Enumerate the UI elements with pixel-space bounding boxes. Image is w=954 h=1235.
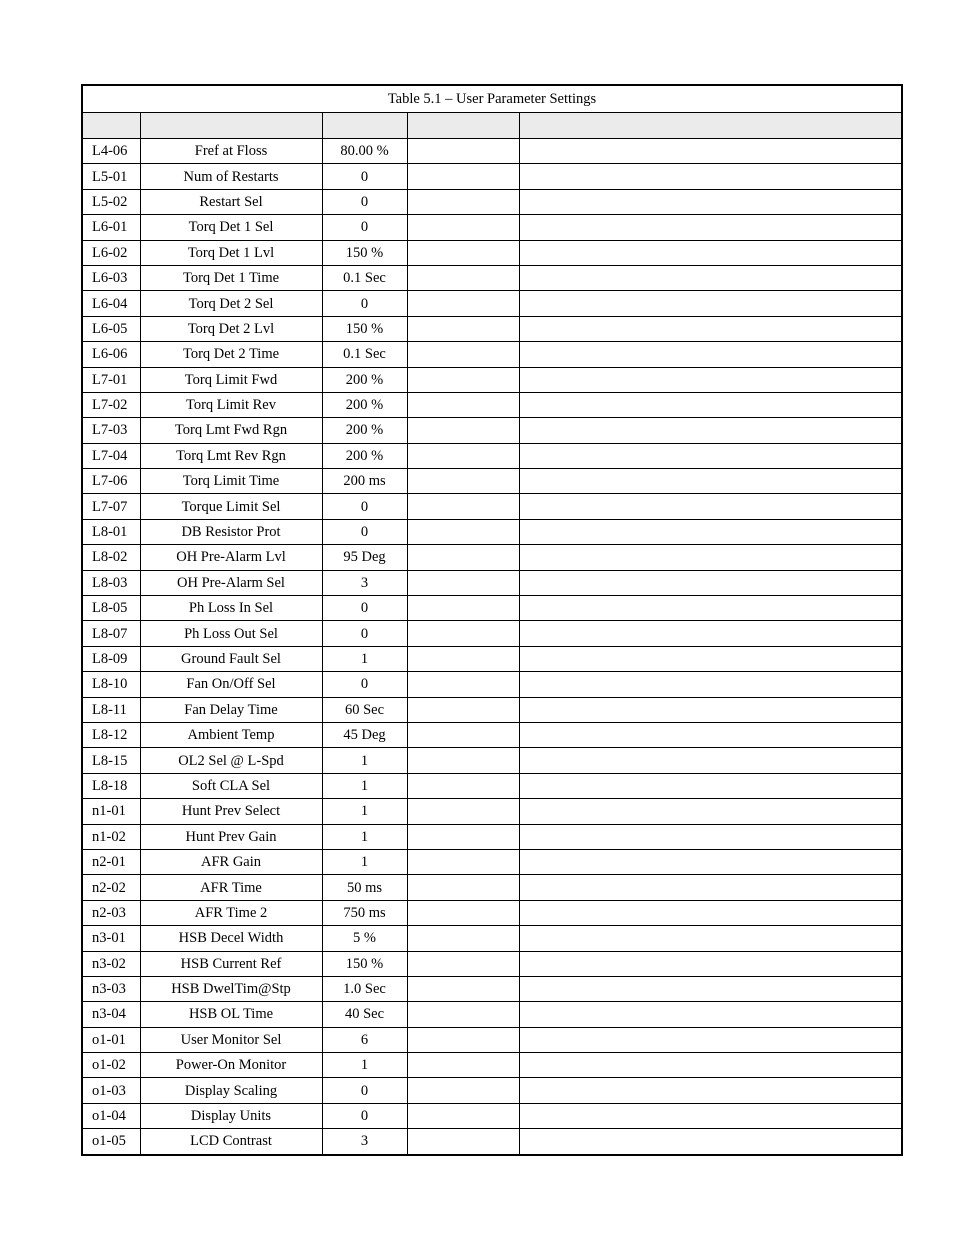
parameter-name-cell: AFR Gain xyxy=(140,849,322,874)
notes-cell xyxy=(519,976,902,1001)
parameter-name-cell: OH Pre-Alarm Lvl xyxy=(140,545,322,570)
notes-cell xyxy=(519,418,902,443)
notes-cell xyxy=(519,849,902,874)
table-row xyxy=(82,570,902,595)
parameter-number-cell: L8-09 xyxy=(82,646,140,671)
parameter-number-cell: o1-05 xyxy=(82,1129,140,1155)
user-setting-cell xyxy=(407,545,519,570)
parameter-name-cell: Torq Lmt Rev Rgn xyxy=(140,443,322,468)
notes-cell xyxy=(519,494,902,519)
default-value-cell: 200 % xyxy=(322,392,407,417)
user-setting-cell xyxy=(407,265,519,290)
default-value-cell: 1.0 Sec xyxy=(322,976,407,1001)
parameter-name-cell: HSB OL Time xyxy=(140,1002,322,1027)
parameter-name-cell: Torq Det 1 Time xyxy=(140,265,322,290)
user-setting-cell xyxy=(407,240,519,265)
parameter-name-cell: Torq Limit Time xyxy=(140,469,322,494)
parameter-number-cell: L6-02 xyxy=(82,240,140,265)
user-setting-cell xyxy=(407,519,519,544)
default-value-cell: 0 xyxy=(322,1078,407,1103)
user-setting-cell xyxy=(407,1027,519,1052)
parameter-number-cell: o1-01 xyxy=(82,1027,140,1052)
notes-cell xyxy=(519,342,902,367)
parameter-name-cell: AFR Time xyxy=(140,875,322,900)
default-value-cell: 1 xyxy=(322,799,407,824)
parameter-name-cell: Fan Delay Time xyxy=(140,697,322,722)
table-row xyxy=(82,240,902,265)
user-setting-cell xyxy=(407,316,519,341)
notes-cell xyxy=(519,1053,902,1078)
notes-cell xyxy=(519,164,902,189)
table-row xyxy=(82,392,902,417)
parameter-number-cell: L7-01 xyxy=(82,367,140,392)
user-setting-cell xyxy=(407,367,519,392)
parameter-number-cell: L4-06 xyxy=(82,139,140,164)
user-setting-cell xyxy=(407,646,519,671)
default-value-cell: 95 Deg xyxy=(322,545,407,570)
parameter-number-cell: o1-04 xyxy=(82,1103,140,1128)
parameter-number-cell: o1-03 xyxy=(82,1078,140,1103)
parameter-name-cell: Torq Limit Fwd xyxy=(140,367,322,392)
table-row xyxy=(82,951,902,976)
notes-cell xyxy=(519,1078,902,1103)
default-value-cell: 0 xyxy=(322,215,407,240)
parameter-name-cell: Fref at Floss xyxy=(140,139,322,164)
table-row xyxy=(82,875,902,900)
parameter-number-cell: n1-01 xyxy=(82,799,140,824)
parameter-name-cell: Display Scaling xyxy=(140,1078,322,1103)
table-row xyxy=(82,697,902,722)
user-setting-cell xyxy=(407,291,519,316)
notes-cell xyxy=(519,443,902,468)
default-value-cell: 150 % xyxy=(322,316,407,341)
parameter-number-cell: L7-04 xyxy=(82,443,140,468)
table-row xyxy=(82,926,902,951)
parameter-number-cell: L8-15 xyxy=(82,748,140,773)
default-value-cell: 0.1 Sec xyxy=(322,342,407,367)
parameter-name-cell: DB Resistor Prot xyxy=(140,519,322,544)
user-setting-cell xyxy=(407,976,519,1001)
default-value-cell: 1 xyxy=(322,773,407,798)
parameter-name-cell: Fan On/Off Sel xyxy=(140,672,322,697)
table-row xyxy=(82,1078,902,1103)
default-value-cell: 200 % xyxy=(322,367,407,392)
table-row xyxy=(82,164,902,189)
notes-cell xyxy=(519,799,902,824)
table-row xyxy=(82,621,902,646)
default-value-cell: 1 xyxy=(322,1053,407,1078)
user-setting-cell xyxy=(407,164,519,189)
parameter-number-cell: L5-01 xyxy=(82,164,140,189)
table-row xyxy=(82,748,902,773)
table-row xyxy=(82,494,902,519)
notes-cell xyxy=(519,1129,902,1155)
parameter-name-cell: Torq Limit Rev xyxy=(140,392,322,417)
default-value-cell: 150 % xyxy=(322,951,407,976)
user-setting-cell xyxy=(407,722,519,747)
table-row xyxy=(82,367,902,392)
default-value-cell: 0 xyxy=(322,672,407,697)
user-setting-cell xyxy=(407,1002,519,1027)
user-setting-cell xyxy=(407,875,519,900)
default-value-cell: 750 ms xyxy=(322,900,407,925)
default-value-cell: 0.1 Sec xyxy=(322,265,407,290)
parameter-number-cell: L7-06 xyxy=(82,469,140,494)
notes-cell xyxy=(519,469,902,494)
notes-cell xyxy=(519,926,902,951)
table-row xyxy=(82,596,902,621)
user-setting-cell xyxy=(407,824,519,849)
table-header-row xyxy=(82,113,902,139)
user-setting-cell xyxy=(407,1103,519,1128)
parameter-number-cell: n3-03 xyxy=(82,976,140,1001)
user-setting-cell xyxy=(407,1078,519,1103)
notes-cell xyxy=(519,951,902,976)
user-setting-cell xyxy=(407,596,519,621)
header-cell xyxy=(407,113,519,139)
parameter-number-cell: L5-02 xyxy=(82,189,140,214)
table-row xyxy=(82,1129,902,1155)
notes-cell xyxy=(519,824,902,849)
table-row xyxy=(82,139,902,164)
table-row xyxy=(82,900,902,925)
parameter-name-cell: Ambient Temp xyxy=(140,722,322,747)
parameter-number-cell: L8-12 xyxy=(82,722,140,747)
table-title: Table 5.1 – User Parameter Settings xyxy=(82,85,902,113)
table-row xyxy=(82,215,902,240)
parameter-number-cell: L7-07 xyxy=(82,494,140,519)
user-setting-cell xyxy=(407,748,519,773)
table-row xyxy=(82,672,902,697)
notes-cell xyxy=(519,139,902,164)
parameter-name-cell: User Monitor Sel xyxy=(140,1027,322,1052)
parameter-number-cell: L6-04 xyxy=(82,291,140,316)
parameter-name-cell: OL2 Sel @ L-Spd xyxy=(140,748,322,773)
table-row xyxy=(82,722,902,747)
notes-cell xyxy=(519,392,902,417)
notes-cell xyxy=(519,265,902,290)
default-value-cell: 150 % xyxy=(322,240,407,265)
user-setting-cell xyxy=(407,342,519,367)
parameter-name-cell: Power-On Monitor xyxy=(140,1053,322,1078)
user-setting-cell xyxy=(407,1053,519,1078)
default-value-cell: 1 xyxy=(322,824,407,849)
parameter-number-cell: L8-11 xyxy=(82,697,140,722)
default-value-cell: 0 xyxy=(322,621,407,646)
default-value-cell: 0 xyxy=(322,494,407,519)
parameter-number-cell: L6-03 xyxy=(82,265,140,290)
notes-cell xyxy=(519,596,902,621)
notes-cell xyxy=(519,240,902,265)
table-row xyxy=(82,342,902,367)
user-setting-cell xyxy=(407,1129,519,1155)
notes-cell xyxy=(519,672,902,697)
parameter-name-cell: Torq Det 2 Sel xyxy=(140,291,322,316)
notes-cell xyxy=(519,215,902,240)
parameter-number-cell: L7-02 xyxy=(82,392,140,417)
table-row xyxy=(82,265,902,290)
user-setting-cell xyxy=(407,697,519,722)
default-value-cell: 1 xyxy=(322,849,407,874)
table-row xyxy=(82,976,902,1001)
table-row xyxy=(82,773,902,798)
parameter-name-cell: Torq Lmt Fwd Rgn xyxy=(140,418,322,443)
table-title-row xyxy=(82,85,902,113)
parameter-name-cell: Display Units xyxy=(140,1103,322,1128)
default-value-cell: 6 xyxy=(322,1027,407,1052)
parameter-number-cell: n2-03 xyxy=(82,900,140,925)
notes-cell xyxy=(519,1027,902,1052)
table-row xyxy=(82,291,902,316)
parameter-number-cell: L6-06 xyxy=(82,342,140,367)
default-value-cell: 60 Sec xyxy=(322,697,407,722)
user-setting-cell xyxy=(407,672,519,697)
table-row xyxy=(82,519,902,544)
default-value-cell: 1 xyxy=(322,748,407,773)
parameter-name-cell: HSB Decel Width xyxy=(140,926,322,951)
default-value-cell: 0 xyxy=(322,596,407,621)
notes-cell xyxy=(519,570,902,595)
notes-cell xyxy=(519,773,902,798)
parameter-number-cell: L8-03 xyxy=(82,570,140,595)
default-value-cell: 200 % xyxy=(322,443,407,468)
parameter-name-cell: AFR Time 2 xyxy=(140,900,322,925)
notes-cell xyxy=(519,621,902,646)
header-cell xyxy=(140,113,322,139)
parameter-name-cell: Torque Limit Sel xyxy=(140,494,322,519)
table-row xyxy=(82,824,902,849)
parameter-number-cell: L8-01 xyxy=(82,519,140,544)
user-setting-cell xyxy=(407,926,519,951)
notes-cell xyxy=(519,697,902,722)
notes-cell xyxy=(519,545,902,570)
notes-cell xyxy=(519,189,902,214)
parameter-number-cell: n2-01 xyxy=(82,849,140,874)
table-row xyxy=(82,646,902,671)
user-setting-cell xyxy=(407,139,519,164)
header-cell xyxy=(82,113,140,139)
notes-cell xyxy=(519,748,902,773)
default-value-cell: 0 xyxy=(322,519,407,544)
parameter-number-cell: n3-04 xyxy=(82,1002,140,1027)
user-setting-cell xyxy=(407,951,519,976)
table-row xyxy=(82,1002,902,1027)
notes-cell xyxy=(519,722,902,747)
parameter-number-cell: L8-05 xyxy=(82,596,140,621)
parameter-name-cell: HSB DwelTim@Stp xyxy=(140,976,322,1001)
user-setting-cell xyxy=(407,900,519,925)
parameter-name-cell: Ph Loss Out Sel xyxy=(140,621,322,646)
table-row xyxy=(82,1053,902,1078)
header-cell xyxy=(519,113,902,139)
default-value-cell: 3 xyxy=(322,1129,407,1155)
notes-cell xyxy=(519,646,902,671)
default-value-cell: 0 xyxy=(322,1103,407,1128)
user-setting-cell xyxy=(407,392,519,417)
parameter-name-cell: Soft CLA Sel xyxy=(140,773,322,798)
header-cell xyxy=(322,113,407,139)
default-value-cell: 50 ms xyxy=(322,875,407,900)
table-row xyxy=(82,469,902,494)
parameter-number-cell: n1-02 xyxy=(82,824,140,849)
parameter-name-cell: OH Pre-Alarm Sel xyxy=(140,570,322,595)
parameter-name-cell: Torq Det 2 Lvl xyxy=(140,316,322,341)
user-setting-cell xyxy=(407,849,519,874)
parameter-name-cell: HSB Current Ref xyxy=(140,951,322,976)
user-setting-cell xyxy=(407,418,519,443)
table-row xyxy=(82,418,902,443)
parameter-name-cell: Torq Det 2 Time xyxy=(140,342,322,367)
notes-cell xyxy=(519,316,902,341)
user-setting-cell xyxy=(407,799,519,824)
default-value-cell: 80.00 % xyxy=(322,139,407,164)
notes-cell xyxy=(519,900,902,925)
user-setting-cell xyxy=(407,189,519,214)
user-setting-cell xyxy=(407,215,519,240)
notes-cell xyxy=(519,875,902,900)
notes-cell xyxy=(519,367,902,392)
user-setting-cell xyxy=(407,469,519,494)
table-row xyxy=(82,316,902,341)
default-value-cell: 5 % xyxy=(322,926,407,951)
default-value-cell: 3 xyxy=(322,570,407,595)
parameter-number-cell: L8-10 xyxy=(82,672,140,697)
parameter-number-cell: L8-02 xyxy=(82,545,140,570)
parameter-number-cell: L6-01 xyxy=(82,215,140,240)
user-setting-cell xyxy=(407,494,519,519)
parameter-number-cell: L6-05 xyxy=(82,316,140,341)
default-value-cell: 45 Deg xyxy=(322,722,407,747)
default-value-cell: 1 xyxy=(322,646,407,671)
parameter-table-container xyxy=(81,84,901,1156)
default-value-cell: 200 ms xyxy=(322,469,407,494)
table-row xyxy=(82,849,902,874)
parameter-name-cell: Restart Sel xyxy=(140,189,322,214)
notes-cell xyxy=(519,1103,902,1128)
parameter-name-cell: Ph Loss In Sel xyxy=(140,596,322,621)
default-value-cell: 40 Sec xyxy=(322,1002,407,1027)
notes-cell xyxy=(519,291,902,316)
user-setting-cell xyxy=(407,570,519,595)
parameter-name-cell: Torq Det 1 Lvl xyxy=(140,240,322,265)
parameter-name-cell: Ground Fault Sel xyxy=(140,646,322,671)
table-row xyxy=(82,545,902,570)
parameter-number-cell: n3-01 xyxy=(82,926,140,951)
table-row xyxy=(82,799,902,824)
parameter-number-cell: n3-02 xyxy=(82,951,140,976)
parameter-number-cell: o1-02 xyxy=(82,1053,140,1078)
user-setting-cell xyxy=(407,621,519,646)
table-row xyxy=(82,189,902,214)
user-setting-cell xyxy=(407,773,519,798)
parameter-name-cell: Torq Det 1 Sel xyxy=(140,215,322,240)
default-value-cell: 200 % xyxy=(322,418,407,443)
parameter-number-cell: L7-03 xyxy=(82,418,140,443)
parameter-name-cell: LCD Contrast xyxy=(140,1129,322,1155)
notes-cell xyxy=(519,1002,902,1027)
parameter-number-cell: n2-02 xyxy=(82,875,140,900)
parameter-name-cell: Hunt Prev Select xyxy=(140,799,322,824)
table-row xyxy=(82,1103,902,1128)
parameter-name-cell: Num of Restarts xyxy=(140,164,322,189)
default-value-cell: 0 xyxy=(322,164,407,189)
default-value-cell: 0 xyxy=(322,189,407,214)
user-setting-cell xyxy=(407,443,519,468)
default-value-cell: 0 xyxy=(322,291,407,316)
table-row xyxy=(82,443,902,468)
parameter-number-cell: L8-18 xyxy=(82,773,140,798)
notes-cell xyxy=(519,519,902,544)
table-row xyxy=(82,1027,902,1052)
user-parameter-settings-table xyxy=(81,84,903,1156)
parameter-name-cell: Hunt Prev Gain xyxy=(140,824,322,849)
parameter-number-cell: L8-07 xyxy=(82,621,140,646)
